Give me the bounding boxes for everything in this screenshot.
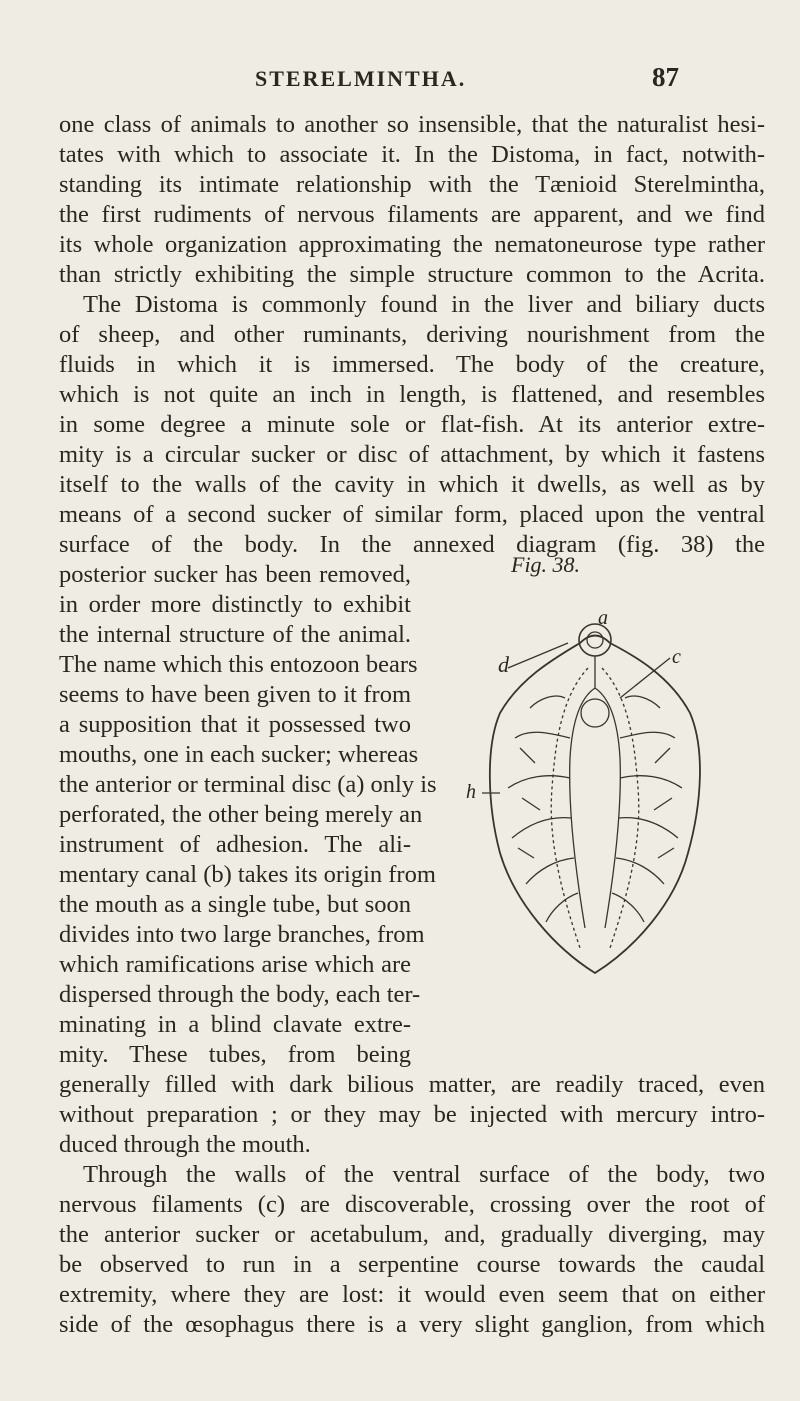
running-head: STERELMINTHA. [255,66,467,91]
text-line: minating in a blind clavate extre- [59,1011,411,1038]
distoma-illustration [460,548,730,988]
text-line: mentary canal (b) takes its origin from [59,861,436,888]
text-line: instrument of adhesion. The ali- [59,831,411,858]
text-line: surface of the body. In the annexed diagram (fig. 38) the [59,531,765,558]
text-line: fluids in which it is immersed. The body of the creature, [59,351,765,378]
distoma-drawing [460,548,730,988]
text-line: which is not quite an inch in length, is flattened, and resembles [59,381,765,408]
text-line: side of the œsophagus there is a very slight ganglion, from which [59,1311,765,1338]
text-line: than strictly exhibiting the simple structure common to the Acrita. [59,261,765,288]
text-line: its whole organization approximating the nematoneurose type rather [59,231,765,258]
text-line: tates with which to associate it. In the Distoma, in fact, notwith- [59,141,765,168]
text-line: nervous filaments (c) are discoverable, crossing over the root of [59,1191,765,1218]
text-line: The Distoma is commonly found in the liver and biliary ducts [83,291,765,318]
text-line: means of a second sucker of similar form, placed upon the ventral [59,501,765,528]
text-line: generally filled with dark bilious matter, are readily traced, even [59,1071,765,1098]
label-c: c [672,646,681,668]
page-number: 87 [652,62,679,92]
text-line: standing its intimate relationship with the Tænioid Sterelmintha, [59,171,765,198]
text-line: seems to have been given to it from [59,681,411,708]
text-line: the anterior or terminal disc (a) only is [59,771,437,798]
text-line: mouths, one in each sucker; whereas [59,741,419,768]
label-d: d [498,652,509,677]
text-line: posterior sucker has been removed, [59,561,411,588]
label-h: h [466,781,476,803]
text-line: the first rudiments of nervous filaments are apparent, and we find [59,201,765,228]
text-line: extremity, where they are lost: it would even seem that on either [59,1281,765,1308]
figure-caption: Fig. 38. [511,552,581,577]
text-line: the mouth as a single tube, but soon [59,891,411,918]
text-line: The name which this entozoon bears [59,651,418,678]
text-line: mity. These tubes, from being [59,1041,411,1068]
text-line: of sheep, and other ruminants, deriving nourishment from the [59,321,765,348]
text-line: Through the walls of the ventral surface of the body, two [83,1161,765,1188]
text-line: dispersed through the body, each ter- [59,981,421,1008]
text-line: duced through the mouth. [59,1131,311,1158]
text-line: without preparation ; or they may be injected with mercury intro- [59,1101,765,1128]
text-line: perforated, the other being merely an [59,801,423,828]
text-line: mity is a circular sucker or disc of attachment, by which it fastens [59,441,765,468]
text-line: a supposition that it possessed two [59,711,411,738]
text-line: in some degree a minute sole or flat-fish. At its anterior extre- [59,411,765,438]
label-a: a [598,607,608,629]
text-line: divides into two large branches, from [59,921,425,948]
text-line: one class of animals to another so insensible, that the naturalist hesi- [59,111,765,138]
page-header [0,62,800,100]
text-line: in order more distinctly to exhibit [59,591,411,618]
text-line: the internal structure of the animal. [59,621,411,648]
text-line: the anterior sucker or acetabulum, and, gradually diverging, may [59,1221,765,1248]
text-line: which ramifications arise which are [59,951,411,978]
text-line: itself to the walls of the cavity in which it dwells, as well as by [59,471,765,498]
text-line: be observed to run in a serpentine course towards the caudal [59,1251,765,1278]
